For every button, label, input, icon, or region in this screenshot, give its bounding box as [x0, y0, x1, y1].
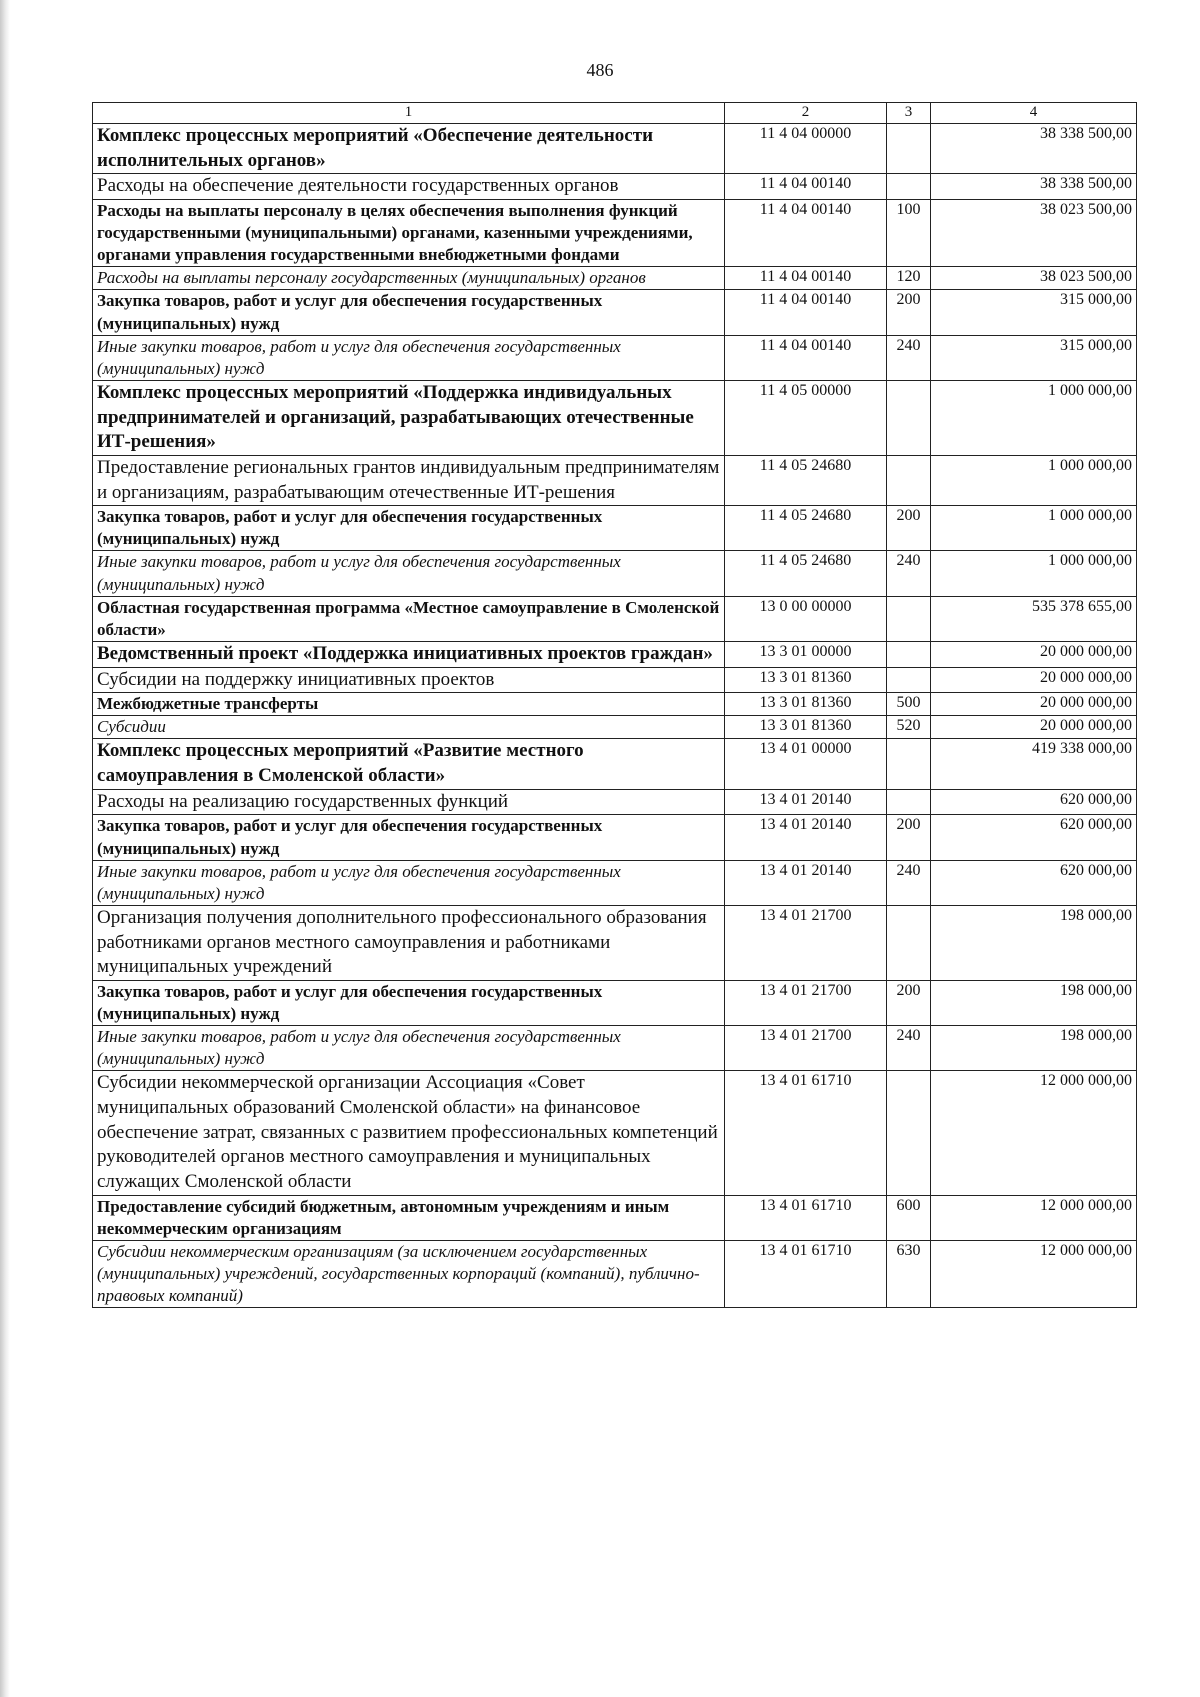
row-type-cell: [887, 905, 931, 980]
row-type-cell: 120: [887, 267, 931, 290]
row-type-cell: [887, 380, 931, 455]
row-sum-cell: 12 000 000,00: [931, 1240, 1137, 1307]
row-code-cell: 13 4 01 20140: [725, 789, 887, 815]
column-header-4: 4: [931, 103, 1137, 124]
scan-edge: [0, 0, 10, 1697]
row-sum-cell: 38 023 500,00: [931, 267, 1137, 290]
table-row: [93, 815, 1137, 860]
table-row: [93, 693, 1137, 716]
row-code-cell: 11 4 04 00000: [725, 124, 887, 174]
table-row: [93, 506, 1137, 551]
row-type-cell: [887, 455, 931, 505]
row-code-cell: 13 3 01 81360: [725, 693, 887, 716]
column-header-1: 1: [93, 103, 725, 124]
row-sum-cell: 620 000,00: [931, 789, 1137, 815]
row-name-cell: Закупка товаров, работ и услуг для обеспечения государственных (муниципальных) нужд: [93, 290, 725, 335]
column-header-3: 3: [887, 103, 931, 124]
row-name-cell: Расходы на реализацию государственных функций: [93, 789, 725, 815]
row-sum-cell: 315 000,00: [931, 335, 1137, 380]
row-name-cell: Субсидии некоммерческим организациям (за исключением государственных (муниципальных) учреждений, государственных корпораций (компаний), публично-правовых компаний): [93, 1240, 725, 1307]
row-code-cell: 13 4 01 21700: [725, 1026, 887, 1071]
row-sum-cell: 12 000 000,00: [931, 1071, 1137, 1195]
budget-table: [92, 102, 1137, 1308]
row-name-cell: Закупка товаров, работ и услуг для обеспечения государственных (муниципальных) нужд: [93, 980, 725, 1025]
row-name-cell: Комплекс процессных мероприятий «Поддержка индивидуальных предпринимателей и организаций, разрабатывающих отечественные ИТ-решения»: [93, 380, 725, 455]
table-row: [93, 551, 1137, 596]
row-type-cell: [887, 789, 931, 815]
row-type-cell: 200: [887, 506, 931, 551]
row-name-cell: Расходы на выплаты персоналу в целях обеспечения выполнения функций государственными (муниципальными) органами, казенными учреждениями, органами управления государственными внебюджетными фондами: [93, 200, 725, 267]
row-code-cell: 11 4 05 24680: [725, 506, 887, 551]
row-type-cell: 600: [887, 1195, 931, 1240]
table-row: [93, 789, 1137, 815]
row-type-cell: 240: [887, 1026, 931, 1071]
row-type-cell: 100: [887, 200, 931, 267]
row-code-cell: 13 4 01 21700: [725, 905, 887, 980]
table-row: [93, 335, 1137, 380]
row-sum-cell: 20 000 000,00: [931, 716, 1137, 739]
row-name-cell: Комплекс процессных мероприятий «Развитие местного самоуправления в Смоленской области»: [93, 739, 725, 789]
row-name-cell: Областная государственная программа «Местное самоуправление в Смоленской области»: [93, 596, 725, 641]
row-code-cell: 11 4 04 00140: [725, 335, 887, 380]
row-code-cell: 11 4 04 00140: [725, 174, 887, 200]
row-sum-cell: 535 378 655,00: [931, 596, 1137, 641]
row-code-cell: 13 4 01 61710: [725, 1071, 887, 1195]
row-type-cell: [887, 124, 931, 174]
row-code-cell: 13 4 01 00000: [725, 739, 887, 789]
row-code-cell: 13 4 01 61710: [725, 1240, 887, 1307]
row-sum-cell: 198 000,00: [931, 1026, 1137, 1071]
table-row: [93, 596, 1137, 641]
table-row: [93, 716, 1137, 739]
row-name-cell: Комплекс процессных мероприятий «Обеспечение деятельности исполнительных органов»: [93, 124, 725, 174]
row-sum-cell: 20 000 000,00: [931, 693, 1137, 716]
row-code-cell: 11 4 04 00140: [725, 200, 887, 267]
row-name-cell: Иные закупки товаров, работ и услуг для обеспечения государственных (муниципальных) нужд: [93, 551, 725, 596]
row-code-cell: 13 0 00 00000: [725, 596, 887, 641]
row-code-cell: 13 4 01 20140: [725, 815, 887, 860]
row-sum-cell: 315 000,00: [931, 290, 1137, 335]
row-sum-cell: 38 338 500,00: [931, 174, 1137, 200]
row-sum-cell: 620 000,00: [931, 860, 1137, 905]
row-code-cell: 13 4 01 20140: [725, 860, 887, 905]
column-number-row: [93, 103, 1137, 124]
row-name-cell: Субсидии некоммерческой организации Ассоциация «Совет муниципальных образований Смоленской области» на финансовое обеспечение затрат, связанных с развитием профессиональных компетенций руководителей органов местного самоуправления и муниципальных служащих Смоленской области: [93, 1071, 725, 1195]
row-sum-cell: 198 000,00: [931, 905, 1137, 980]
row-name-cell: Закупка товаров, работ и услуг для обеспечения государственных (муниципальных) нужд: [93, 815, 725, 860]
row-type-cell: [887, 174, 931, 200]
row-type-cell: 240: [887, 335, 931, 380]
row-name-cell: Ведомственный проект «Поддержка инициативных проектов граждан»: [93, 641, 725, 667]
row-sum-cell: 620 000,00: [931, 815, 1137, 860]
row-sum-cell: 198 000,00: [931, 980, 1137, 1025]
row-code-cell: 11 4 05 24680: [725, 455, 887, 505]
row-code-cell: 13 3 01 00000: [725, 641, 887, 667]
row-type-cell: [887, 1071, 931, 1195]
row-type-cell: 500: [887, 693, 931, 716]
row-sum-cell: 38 338 500,00: [931, 124, 1137, 174]
table-row: [93, 980, 1137, 1025]
table-row: [93, 1195, 1137, 1240]
row-sum-cell: 1 000 000,00: [931, 455, 1137, 505]
row-code-cell: 11 4 04 00140: [725, 267, 887, 290]
table-row: [93, 200, 1137, 267]
table-row: [93, 641, 1137, 667]
row-code-cell: 11 4 05 24680: [725, 551, 887, 596]
table-row: [93, 267, 1137, 290]
table-row: [93, 174, 1137, 200]
table-row: [93, 667, 1137, 693]
row-code-cell: 13 4 01 61710: [725, 1195, 887, 1240]
row-code-cell: 11 4 04 00140: [725, 290, 887, 335]
table-row: [93, 739, 1137, 789]
row-sum-cell: 1 000 000,00: [931, 380, 1137, 455]
row-name-cell: Расходы на обеспечение деятельности государственных органов: [93, 174, 725, 200]
row-code-cell: 13 4 01 21700: [725, 980, 887, 1025]
table-row: [93, 1026, 1137, 1071]
table-row: [93, 290, 1137, 335]
row-type-cell: 240: [887, 551, 931, 596]
table-row: [93, 1071, 1137, 1195]
row-name-cell: Расходы на выплаты персоналу государственных (муниципальных) органов: [93, 267, 725, 290]
row-code-cell: 11 4 05 00000: [725, 380, 887, 455]
row-sum-cell: 38 023 500,00: [931, 200, 1137, 267]
row-name-cell: Субсидии на поддержку инициативных проектов: [93, 667, 725, 693]
row-name-cell: Закупка товаров, работ и услуг для обеспечения государственных (муниципальных) нужд: [93, 506, 725, 551]
row-type-cell: 520: [887, 716, 931, 739]
table-row: [93, 380, 1137, 455]
row-type-cell: [887, 596, 931, 641]
row-sum-cell: 20 000 000,00: [931, 641, 1137, 667]
table-row: [93, 1240, 1137, 1307]
row-type-cell: [887, 667, 931, 693]
row-sum-cell: 12 000 000,00: [931, 1195, 1137, 1240]
budget-table-body: [93, 103, 1137, 1308]
row-name-cell: Межбюджетные трансферты: [93, 693, 725, 716]
row-type-cell: 200: [887, 290, 931, 335]
row-type-cell: 200: [887, 815, 931, 860]
row-name-cell: Организация получения дополнительного профессионального образования работниками органов местного самоуправления и работниками муниципальных учреждений: [93, 905, 725, 980]
column-header-2: 2: [725, 103, 887, 124]
row-sum-cell: 20 000 000,00: [931, 667, 1137, 693]
row-type-cell: [887, 641, 931, 667]
page-number: 486: [586, 60, 614, 80]
table-row: [93, 905, 1137, 980]
row-code-cell: 13 3 01 81360: [725, 667, 887, 693]
row-type-cell: [887, 739, 931, 789]
row-type-cell: 240: [887, 860, 931, 905]
row-name-cell: Иные закупки товаров, работ и услуг для обеспечения государственных (муниципальных) нужд: [93, 860, 725, 905]
table-row: [93, 860, 1137, 905]
row-sum-cell: 1 000 000,00: [931, 506, 1137, 551]
row-name-cell: Предоставление субсидий бюджетным, автономным учреждениям и иным некоммерческим организациям: [93, 1195, 725, 1240]
row-name-cell: Предоставление региональных грантов индивидуальным предпринимателям и организациям, разрабатывающим отечественные ИТ-решения: [93, 455, 725, 505]
table-row: [93, 124, 1137, 174]
row-type-cell: 200: [887, 980, 931, 1025]
row-type-cell: 630: [887, 1240, 931, 1307]
row-sum-cell: 1 000 000,00: [931, 551, 1137, 596]
row-name-cell: Иные закупки товаров, работ и услуг для обеспечения государственных (муниципальных) нужд: [93, 335, 725, 380]
row-name-cell: Иные закупки товаров, работ и услуг для обеспечения государственных (муниципальных) нужд: [93, 1026, 725, 1071]
row-code-cell: 13 3 01 81360: [725, 716, 887, 739]
row-name-cell: Субсидии: [93, 716, 725, 739]
row-sum-cell: 419 338 000,00: [931, 739, 1137, 789]
table-row: [93, 455, 1137, 505]
